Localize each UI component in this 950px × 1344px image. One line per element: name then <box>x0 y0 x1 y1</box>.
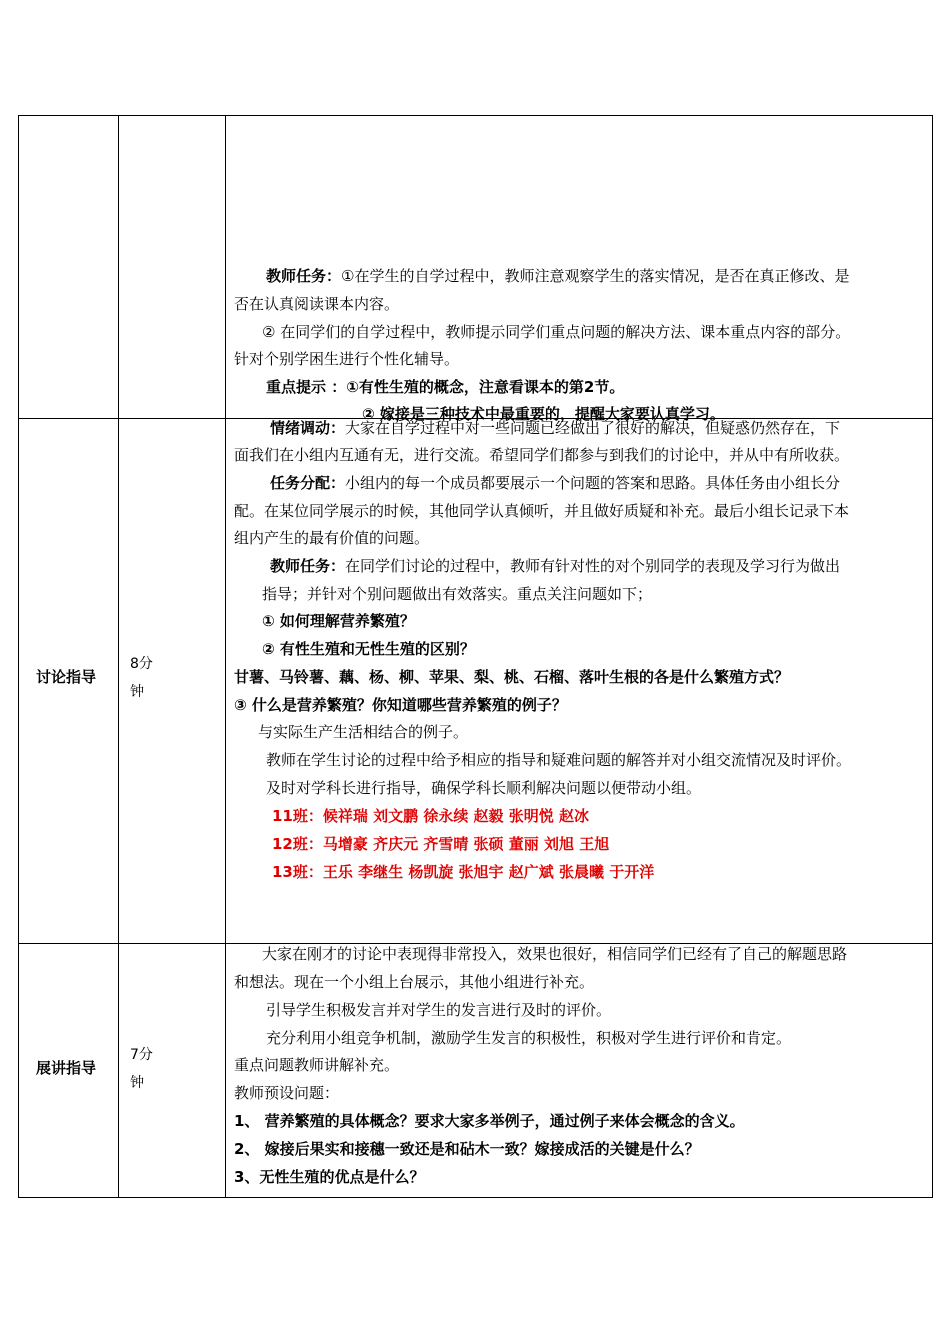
class-11-leaders: 11班：候祥瑞 刘文鹏 徐永续 赵毅 张明悦 赵冰 <box>272 807 589 825</box>
mood-lead: 情绪调动： <box>270 419 346 437</box>
task-line3: 组内产生的最有价值的问题。 <box>234 529 430 547</box>
task-text: 小组内的每一个成员都要展示一个问题的答案和思路。具体任务由小组长分 <box>345 474 841 492</box>
guide-line1: 教师在学生讨论的过程中给予相应的指导和疑难问题的解答并对小组交流情况及时评价。 <box>266 751 852 769</box>
present-para1-line1: 大家在刚才的讨论中表现得非常投入，效果也很好，相信同学们已经有了自己的解题思路 <box>262 945 848 963</box>
row1-teacher-task-line2: 否在认真阅读课本内容。 <box>234 295 400 313</box>
table-right-border <box>932 115 933 1198</box>
focus-question-4: ③ 什么是营养繁殖？你知道哪些营养繁殖的例子？ <box>234 696 567 714</box>
mood-line1 <box>270 419 840 437</box>
teacher-task-text: ①在学生的自学过程中，教师注意观察学生的落实情况，是否在真正修改、是 <box>341 267 850 285</box>
table-left-border <box>18 115 19 1198</box>
present-para3: 充分利用小组竞争机制，激励学生发言的积极性，积极对学生进行评价和肯定。 <box>266 1029 792 1047</box>
teach-text: 在同学们讨论的过程中，教师有针对性的对个别同学的表现及学习行为做出 <box>345 557 841 575</box>
guide-line2: 及时对学科长进行指导，确保学科长顺利解决问题以便带动小组。 <box>266 779 702 797</box>
class-13-leaders: 13班：王乐 李继生 杨凯旋 张旭宇 赵广斌 张晨曦 于开洋 <box>272 863 655 881</box>
present-para1-line2: 和想法。现在一个小组上台展示，其他小组进行补充。 <box>234 973 595 991</box>
present-para5: 教师预设问题： <box>234 1084 340 1102</box>
preset-question-1: 1、 营养繁殖的具体概念？要求大家多举例子，通过例子来体会概念的含义。 <box>234 1112 745 1130</box>
row2-duration <box>130 650 153 706</box>
column-divider-1 <box>118 115 119 1198</box>
preset-question-3: 3、无性生殖的优点是什么？ <box>234 1168 425 1186</box>
row3-stage-label: 展讲指导 <box>36 1059 97 1077</box>
task-lead: 任务分配： <box>270 474 346 492</box>
focus-question-3: 甘薯、马铃薯、藕、杨、柳、苹果、梨、桃、石榴、落叶生根的各是什么繁殖方式？ <box>234 668 790 686</box>
focus-question-5: 与实际生产生活相结合的例子。 <box>258 723 469 741</box>
focus-question-2: ② 有性生殖和无性生殖的区别？ <box>262 640 475 658</box>
preset-question-2: 2、 嫁接后果实和接穗一致还是和砧木一致？嫁接成活的关键是什么？ <box>234 1140 700 1158</box>
task-line2: 配。在某位同学展示的时候，其他同学认真倾听，并且做好质疑和补充。最后小组长记录下本 <box>234 502 850 520</box>
row3-duration <box>130 1041 153 1097</box>
table-top-border <box>18 115 933 116</box>
task-line1 <box>270 474 840 492</box>
row2-duration-unit: 钟 <box>130 684 144 700</box>
row3-duration-num: 7分 <box>130 1047 153 1063</box>
table-bottom-border <box>18 1197 933 1198</box>
teach-lead: 教师任务： <box>270 557 346 575</box>
present-para2: 引导学生积极发言并对学生的发言进行及时的评价。 <box>266 1001 612 1019</box>
row1-key-tip-2: ② 嫁接是三种技术中最重要的，提醒大家要认真学习。 <box>362 405 725 423</box>
row1-hint-line1: ② 在同学们的自学过程中，教师提示同学们重点问题的解决方法、课本重点内容的部分。 <box>262 323 851 341</box>
row-divider-2 <box>18 943 933 944</box>
row1-key-tip-1: 重点提示 ：①有性生殖的概念，注意看课本的第2节。 <box>266 378 625 396</box>
row2-stage-label: 讨论指导 <box>36 668 97 686</box>
column-divider-2 <box>225 115 226 1198</box>
mood-text: 大家在自学过程中对一些问题已经做出了很好的解决，但疑惑仍然存在，下 <box>345 419 841 437</box>
class-12-leaders: 12班：马增豪 齐庆元 齐雪晴 张硕 董丽 刘旭 王旭 <box>272 835 610 853</box>
present-para4: 重点问题教师讲解补充。 <box>234 1056 400 1074</box>
teach-line2: 指导；并针对个别问题做出有效落实。重点关注问题如下； <box>262 585 653 603</box>
row1-teacher-task-line1 <box>266 267 849 285</box>
teach-line1 <box>270 557 840 575</box>
focus-question-1: ① 如何理解营养繁殖？ <box>262 612 415 630</box>
mood-line2: 面我们在小组内互通有无，进行交流。希望同学们都参与到我们的讨论中，并从中有所收获。 <box>234 446 850 464</box>
row3-duration-unit: 钟 <box>130 1075 144 1091</box>
row2-duration-num: 8分 <box>130 656 153 672</box>
teacher-task-lead: 教师任务： <box>266 267 342 285</box>
row1-hint-line2: 针对个别学困生进行个性化辅导。 <box>234 350 460 368</box>
